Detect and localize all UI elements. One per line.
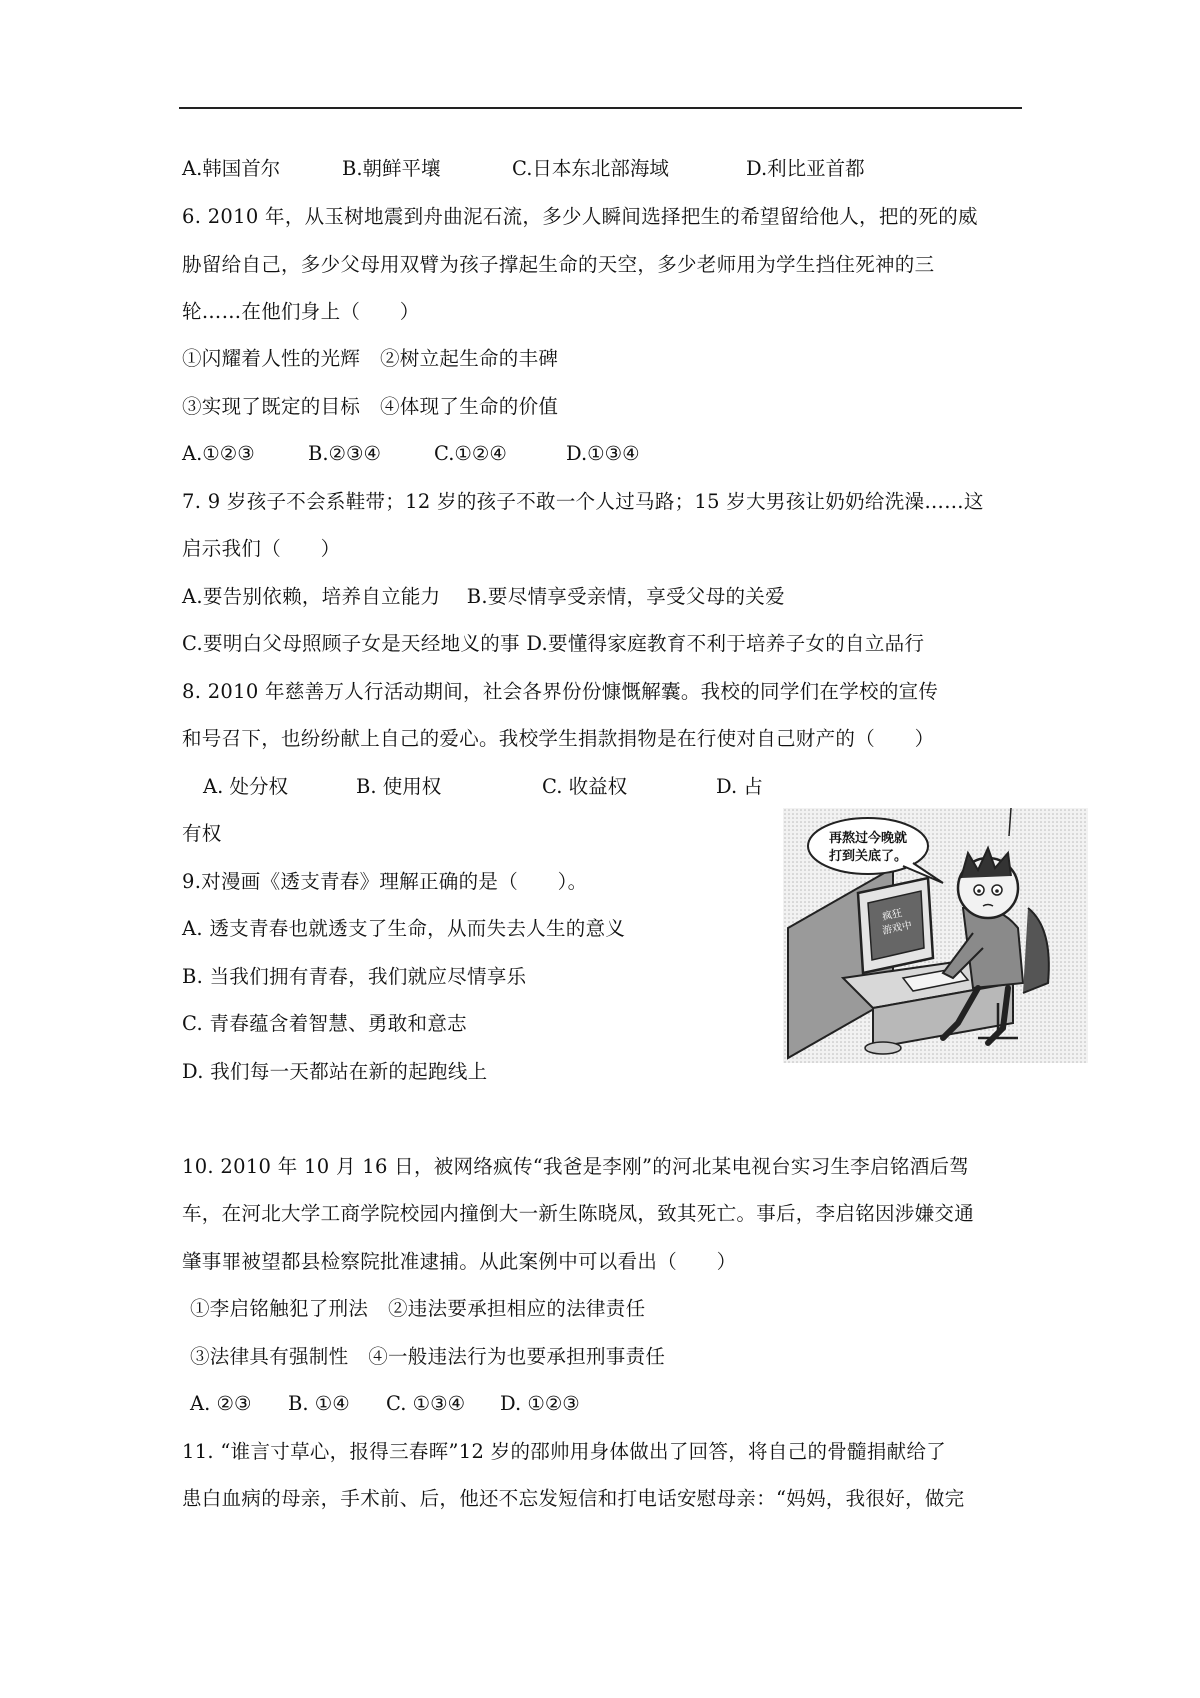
q9-option-b: B. 当我们拥有青春，我们就应尽情享乐 xyxy=(182,965,527,988)
cartoon-illustration xyxy=(783,808,1088,1063)
q7-options-line-1: A.要告别依赖，培养自立能力 B.要尽情享受亲情，享受父母的关爱 xyxy=(182,585,785,608)
q6-item-line-1: ①闪耀着人性的光辉 ②树立起生命的丰碑 xyxy=(182,347,559,370)
q10-option-a: A. ②③ xyxy=(190,1392,252,1415)
q11-stem-line-2: 患白血病的母亲，手术前、后，他还不忘发短信和打电话安慰母亲：“妈妈，我很好，做完 xyxy=(182,1487,965,1510)
q6-option-a: A.①②③ xyxy=(182,442,255,465)
cartoon-monitor-text-2: 游戏中 xyxy=(881,919,913,937)
header-rule xyxy=(179,107,1022,109)
q8-option-d: D. 占 xyxy=(716,775,763,798)
q6-stem-line-2: 胁留给自己，多少父母用双臂为孩子撑起生命的天空，多少老师用为学生挡住死神的三 xyxy=(182,253,935,276)
q6-item-line-2: ③实现了既定的目标 ④体现了生命的价值 xyxy=(182,395,559,418)
q10-stem-line-3: 肇事罪被望都县检察院批准逮捕。从此案例中可以看出（ ） xyxy=(182,1250,737,1273)
q6-stem-line-1: 6. 2010 年，从玉树地震到舟曲泥石流，多少人瞬间选择把生的希望留给他人，把的死的威 xyxy=(182,205,978,228)
cartoon-monitor-text-1: 疯狂 xyxy=(881,908,904,923)
q9-option-c: C. 青春蕴含着智慧、勇敢和意志 xyxy=(182,1012,467,1035)
q9-option-d: D. 我们每一天都站在新的起跑线上 xyxy=(182,1060,488,1083)
q8-option-b: B. 使用权 xyxy=(356,775,442,798)
q6-option-d: D.①③④ xyxy=(566,442,640,465)
q10-stem-line-1: 10. 2010 年 10 月 16 日，被网络疯传“我爸是李刚”的河北某电视台实习生李启铭酒后驾 xyxy=(182,1155,970,1178)
cartoon-speech-line-2: 打到关底了。 xyxy=(828,849,908,864)
q8-option-a: A. 处分权 xyxy=(203,775,288,798)
q9-option-a: A. 透支青春也就透支了生命，从而失去人生的意义 xyxy=(182,917,626,940)
q8-stem-line-1: 8. 2010 年慈善万人行活动期间，社会各界份份慷慨解囊。我校的同学们在学校的宣传 xyxy=(182,680,939,703)
q7-stem-line-2: 启示我们（ ） xyxy=(182,537,341,560)
q5-option-a: A.韩国首尔 xyxy=(182,157,281,180)
q11-stem-line-1: 11. “谁言寸草心，报得三春晖”12 岁的邵帅用身体做出了回答，将自己的骨髓捐献给了 xyxy=(182,1440,947,1463)
q10-item-line-1: ①李启铭触犯了刑法 ②违法要承担相应的法律责任 xyxy=(190,1297,646,1320)
q6-option-c: C.①②④ xyxy=(434,442,507,465)
cartoon-speech-line-1: 再熬过今晚就 xyxy=(828,831,908,846)
q7-stem-line-1: 7. 9 岁孩子不会系鞋带；12 岁的孩子不敢一个人过马路；15 岁大男孩让奶奶给洗澡……这 xyxy=(182,490,984,513)
q8-option-d-wrap: 有权 xyxy=(182,822,222,845)
q5-option-b: B.朝鲜平壤 xyxy=(342,157,441,180)
q10-option-b: B. ①④ xyxy=(288,1392,350,1415)
q6-stem-line-3: 轮……在他们身上（ ） xyxy=(182,300,420,323)
q8-stem-line-2: 和号召下，也纷纷献上自己的爱心。我校学生捐款捐物是在行使对自己财产的（ ） xyxy=(182,727,935,750)
q8-option-c: C. 收益权 xyxy=(542,775,628,798)
q9-stem: 9.对漫画《透支青春》理解正确的是（ ）。 xyxy=(182,870,588,893)
q6-option-b: B.②③④ xyxy=(308,442,381,465)
q5-option-c: C.日本东北部海域 xyxy=(512,157,669,180)
q10-option-c: C. ①③④ xyxy=(386,1392,466,1415)
q10-option-d: D. ①②③ xyxy=(500,1392,580,1415)
q10-stem-line-2: 车，在河北大学工商学院校园内撞倒大一新生陈晓凤，致其死亡。事后，李启铭因涉嫌交通 xyxy=(182,1202,975,1225)
q5-option-d: D.利比亚首都 xyxy=(746,157,865,180)
q10-item-line-2: ③法律具有强制性 ④一般违法行为也要承担刑事责任 xyxy=(190,1345,666,1368)
q7-options-line-2: C.要明白父母照顾子女是天经地义的事 D.要懂得家庭教育不利于培养子女的自立品行 xyxy=(182,632,925,655)
cartoon-floor-clutter xyxy=(865,1042,901,1054)
